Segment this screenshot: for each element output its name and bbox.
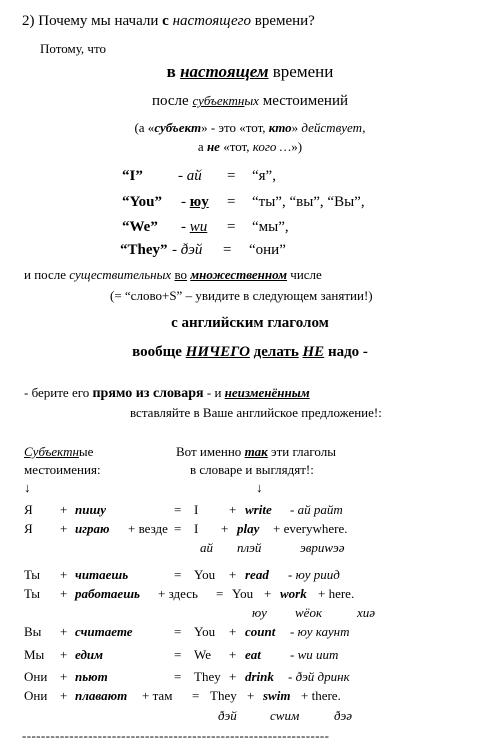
pronoun-en: “They” <box>120 242 168 258</box>
equals-sign: = <box>227 194 236 210</box>
arrow-down-icon: ↓ <box>24 480 31 495</box>
equals-sign: = <box>227 219 236 235</box>
answer-intro: Потому, что <box>40 41 106 56</box>
subject-note-1: (а «субъект» - это «тот, кто» действует, <box>134 120 366 135</box>
heading-line-2: после субъектных местоимений <box>151 93 349 109</box>
arrow-down-icon: ↓ <box>256 480 263 495</box>
column-head-left-2: местоимения: <box>24 462 101 477</box>
plural-note: и после существительных во множественном числе <box>24 267 322 282</box>
pronoun-en: “We” <box>122 219 158 235</box>
pronoun-en: “You” <box>122 194 163 210</box>
pronoun-en: “I” <box>122 168 143 184</box>
pronoun-ru: “мы”, <box>252 219 289 235</box>
pronoun-ru: “я”, <box>252 168 276 184</box>
pronoun-row: - юу <box>181 194 209 210</box>
heading-line-1: в настоящем времени <box>166 62 334 81</box>
column-head-right-2: в словаре и выглядят!: <box>190 462 314 477</box>
plural-paren: (= “слово+S” – увидите в следующем занятии!) <box>110 288 373 303</box>
pronoun-ru: “ты”, “вы”, “Вы”, <box>252 194 365 210</box>
equals-sign: = <box>223 242 232 258</box>
pronoun-row: - wи <box>181 219 208 235</box>
rule-line-1: с английским глаголом <box>171 315 329 331</box>
pronoun-ru: “они” <box>249 242 286 258</box>
take-line-1: - берите его прямо из словаря - и неизменённым <box>24 385 310 401</box>
column-head-left: Субъектные <box>24 444 94 459</box>
dashed-divider: ----------------------------------------------------------------- <box>22 728 330 743</box>
question-line: 2) Почему мы начали с настоящего времени? <box>22 13 315 29</box>
pronoun-row: - ай <box>178 168 202 184</box>
take-line-2: вставляйте в Ваше английское предложение!: <box>130 405 382 420</box>
column-head-right: Вот именно так эти глаголы <box>176 444 336 459</box>
equals-sign: = <box>227 168 236 184</box>
pronoun-row: - ðэй <box>172 242 203 258</box>
subject-note-2: а не «тот, кого …») <box>197 139 303 154</box>
rule-line-2: вообще НИЧЕГО делать НЕ надо - <box>132 344 368 360</box>
